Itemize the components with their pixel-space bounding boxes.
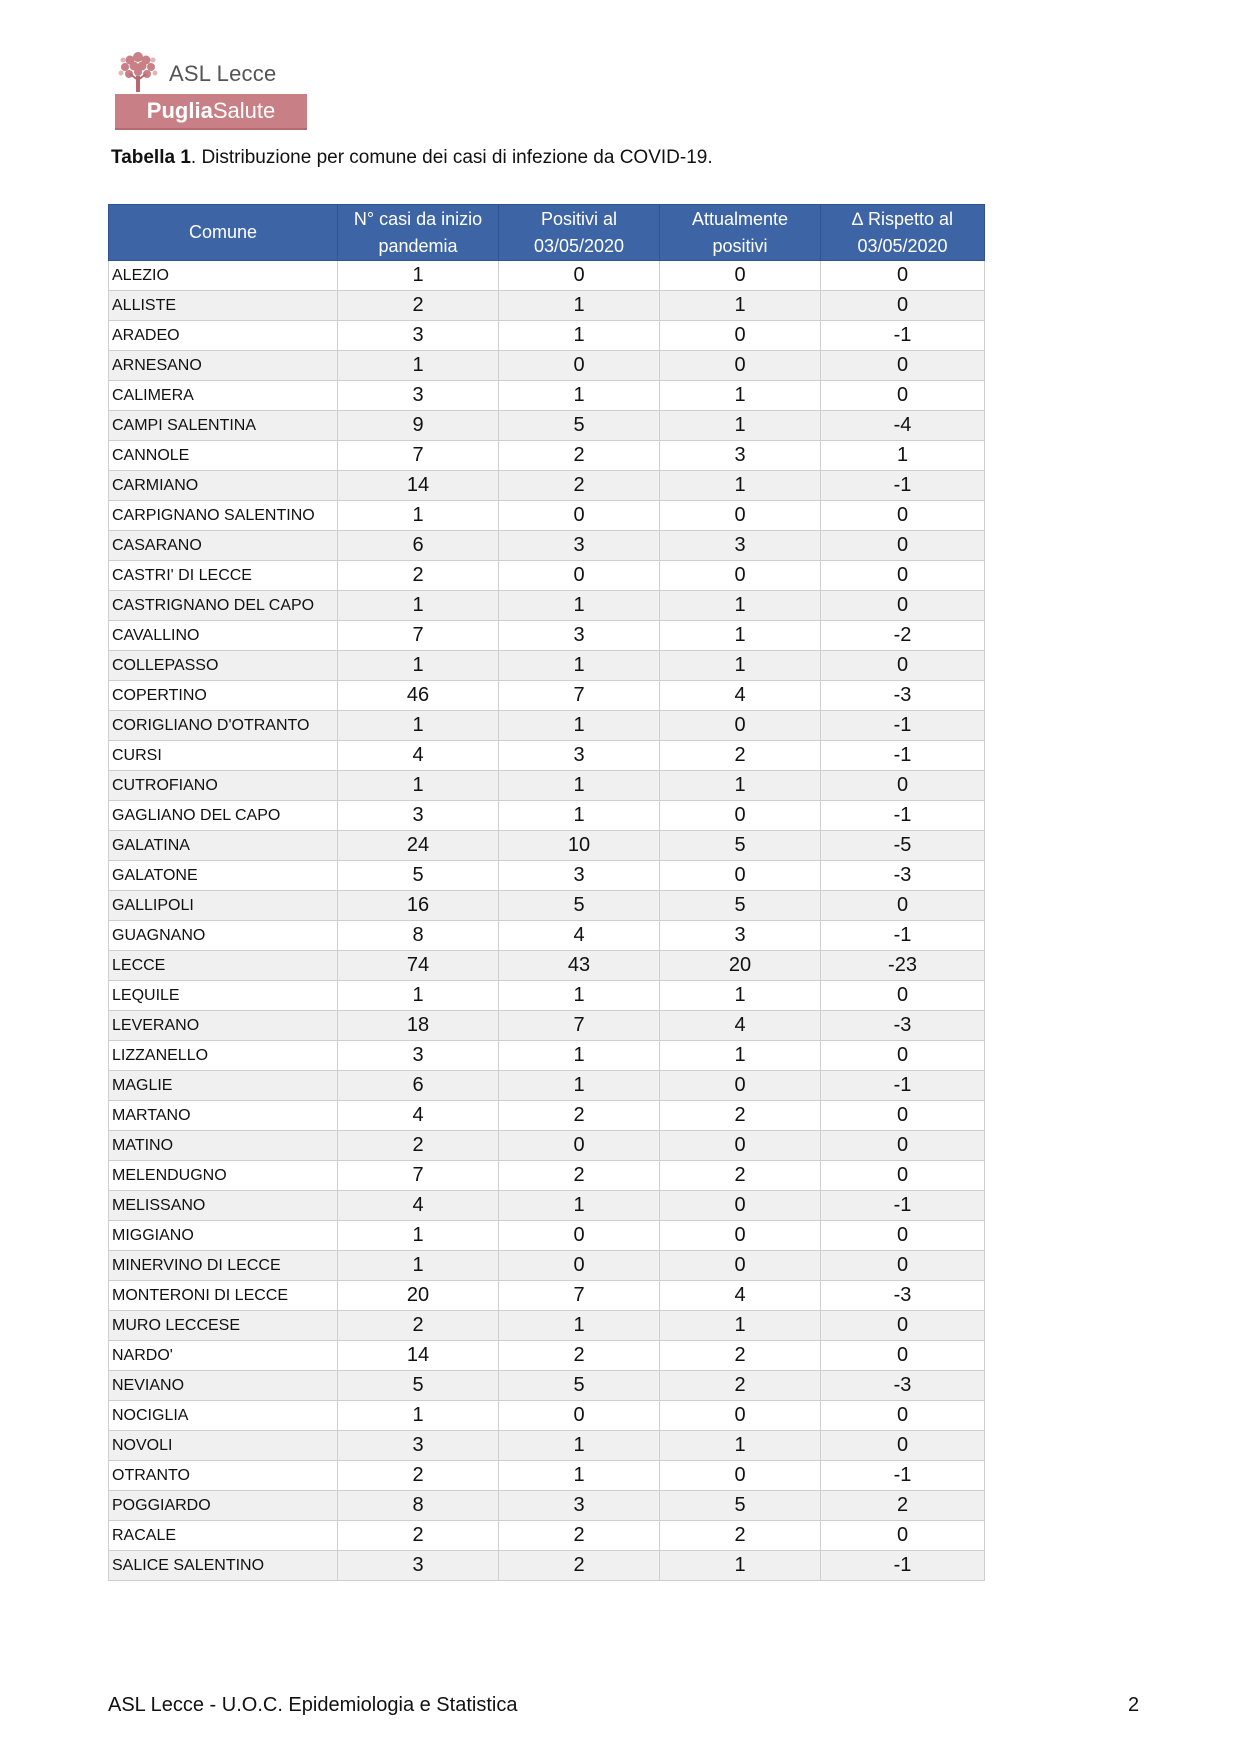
cell-positives-0305: 1 <box>499 1461 660 1491</box>
cell-comune: CALIMERA <box>109 381 338 411</box>
table-row <box>109 321 985 351</box>
cell-positives-0305: 1 <box>499 381 660 411</box>
cell-delta: -3 <box>821 1371 985 1401</box>
cell-comune: CARMIANO <box>109 471 338 501</box>
cell-comune: COLLEPASSO <box>109 651 338 681</box>
cell-comune: NEVIANO <box>109 1371 338 1401</box>
cell-total-cases: 3 <box>338 801 499 831</box>
cell-total-cases: 1 <box>338 981 499 1011</box>
cell-positives-0305: 3 <box>499 741 660 771</box>
table-row <box>109 411 985 441</box>
cell-delta: -4 <box>821 411 985 441</box>
cell-delta: -1 <box>821 741 985 771</box>
cell-current-positives: 2 <box>660 1101 821 1131</box>
cell-current-positives: 2 <box>660 1161 821 1191</box>
cell-delta: 0 <box>821 1521 985 1551</box>
cell-current-positives: 3 <box>660 441 821 471</box>
cell-delta: -1 <box>821 1071 985 1101</box>
cell-current-positives: 2 <box>660 741 821 771</box>
covid-cases-table <box>108 204 985 1581</box>
cell-current-positives: 2 <box>660 1521 821 1551</box>
puglia-salute-bar <box>115 94 307 130</box>
table-row <box>109 1461 985 1491</box>
cell-delta: 0 <box>821 351 985 381</box>
cell-delta: -1 <box>821 801 985 831</box>
cell-current-positives: 20 <box>660 951 821 981</box>
cell-current-positives: 1 <box>660 291 821 321</box>
cell-delta: 0 <box>821 261 985 291</box>
cell-delta: 0 <box>821 771 985 801</box>
table-row <box>109 741 985 771</box>
cell-positives-0305: 0 <box>499 1131 660 1161</box>
cell-current-positives: 1 <box>660 1041 821 1071</box>
header-current-positives: Attualmente positivi <box>660 205 821 261</box>
cell-delta: -3 <box>821 1281 985 1311</box>
cell-positives-0305: 0 <box>499 1221 660 1251</box>
cell-current-positives: 0 <box>660 861 821 891</box>
cell-comune: CARPIGNANO SALENTINO <box>109 501 338 531</box>
cell-comune: ARADEO <box>109 321 338 351</box>
cell-comune: ARNESANO <box>109 351 338 381</box>
table-row <box>109 531 985 561</box>
cell-positives-0305: 3 <box>499 621 660 651</box>
cell-current-positives: 4 <box>660 681 821 711</box>
cell-positives-0305: 1 <box>499 1431 660 1461</box>
cell-current-positives: 1 <box>660 651 821 681</box>
header-total-cases: N° casi da inizio pandemia <box>338 205 499 261</box>
cell-total-cases: 2 <box>338 561 499 591</box>
cell-total-cases: 14 <box>338 1341 499 1371</box>
cell-current-positives: 0 <box>660 1401 821 1431</box>
cell-delta: -3 <box>821 1011 985 1041</box>
cell-current-positives: 0 <box>660 1221 821 1251</box>
table-row <box>109 651 985 681</box>
cell-current-positives: 0 <box>660 1461 821 1491</box>
cell-total-cases: 6 <box>338 531 499 561</box>
cell-comune: NARDO' <box>109 1341 338 1371</box>
cell-current-positives: 0 <box>660 1191 821 1221</box>
table-row <box>109 1521 985 1551</box>
cell-total-cases: 1 <box>338 771 499 801</box>
cell-total-cases: 3 <box>338 1431 499 1461</box>
cell-delta: 0 <box>821 1221 985 1251</box>
cell-current-positives: 0 <box>660 561 821 591</box>
cell-comune: CUTROFIANO <box>109 771 338 801</box>
cell-comune: MAGLIE <box>109 1071 338 1101</box>
cell-total-cases: 20 <box>338 1281 499 1311</box>
cell-positives-0305: 3 <box>499 861 660 891</box>
cell-positives-0305: 7 <box>499 1011 660 1041</box>
table-row <box>109 1161 985 1191</box>
cell-comune: MELENDUGNO <box>109 1161 338 1191</box>
cell-comune: MARTANO <box>109 1101 338 1131</box>
table-row <box>109 711 985 741</box>
cell-delta: -1 <box>821 1551 985 1581</box>
cell-comune: LEQUILE <box>109 981 338 1011</box>
logo-brand-second: Salute <box>212 98 276 123</box>
cell-comune: MELISSANO <box>109 1191 338 1221</box>
cell-current-positives: 4 <box>660 1281 821 1311</box>
cell-delta: -1 <box>821 711 985 741</box>
cell-delta: 0 <box>821 1101 985 1131</box>
table-row <box>109 1071 985 1101</box>
table-row <box>109 1011 985 1041</box>
cell-comune: CASARANO <box>109 531 338 561</box>
cell-positives-0305: 1 <box>499 1041 660 1071</box>
cell-total-cases: 1 <box>338 501 499 531</box>
cell-current-positives: 1 <box>660 381 821 411</box>
table-row <box>109 771 985 801</box>
cell-total-cases: 1 <box>338 1221 499 1251</box>
cell-positives-0305: 1 <box>499 591 660 621</box>
cell-total-cases: 1 <box>338 1251 499 1281</box>
cell-delta: 0 <box>821 1131 985 1161</box>
table-row <box>109 831 985 861</box>
cell-positives-0305: 1 <box>499 981 660 1011</box>
cell-delta: 0 <box>821 1401 985 1431</box>
cell-total-cases: 1 <box>338 591 499 621</box>
table-row <box>109 351 985 381</box>
cell-positives-0305: 0 <box>499 501 660 531</box>
table-row <box>109 501 985 531</box>
cell-comune: LEVERANO <box>109 1011 338 1041</box>
cell-current-positives: 0 <box>660 351 821 381</box>
cell-delta: 0 <box>821 651 985 681</box>
cell-total-cases: 24 <box>338 831 499 861</box>
table-row <box>109 1311 985 1341</box>
cell-current-positives: 1 <box>660 591 821 621</box>
cell-total-cases: 3 <box>338 1551 499 1581</box>
cell-comune: ALEZIO <box>109 261 338 291</box>
cell-positives-0305: 2 <box>499 471 660 501</box>
cell-total-cases: 18 <box>338 1011 499 1041</box>
header-positives-0305: Positivi al 03/05/2020 <box>499 205 660 261</box>
cell-comune: GALLIPOLI <box>109 891 338 921</box>
cell-delta: 0 <box>821 1311 985 1341</box>
cell-delta: -2 <box>821 621 985 651</box>
cell-delta: 0 <box>821 291 985 321</box>
cell-delta: -23 <box>821 951 985 981</box>
cell-delta: 0 <box>821 891 985 921</box>
cell-current-positives: 3 <box>660 531 821 561</box>
cell-total-cases: 1 <box>338 261 499 291</box>
footer-text: ASL Lecce - U.O.C. Epidemiologia e Statistica <box>108 1694 518 1716</box>
cell-total-cases: 2 <box>338 1461 499 1491</box>
table-row <box>109 561 985 591</box>
cell-total-cases: 7 <box>338 621 499 651</box>
cell-positives-0305: 1 <box>499 801 660 831</box>
cell-total-cases: 1 <box>338 1401 499 1431</box>
cell-total-cases: 3 <box>338 381 499 411</box>
cell-total-cases: 16 <box>338 891 499 921</box>
cell-positives-0305: 2 <box>499 1521 660 1551</box>
cell-comune: POGGIARDO <box>109 1491 338 1521</box>
cell-positives-0305: 4 <box>499 921 660 951</box>
cell-comune: NOVOLI <box>109 1431 338 1461</box>
cell-current-positives: 0 <box>660 321 821 351</box>
cell-total-cases: 1 <box>338 711 499 741</box>
table-row <box>109 1101 985 1131</box>
cell-delta: -1 <box>821 471 985 501</box>
cell-current-positives: 1 <box>660 411 821 441</box>
cell-positives-0305: 1 <box>499 651 660 681</box>
cell-delta: 0 <box>821 1251 985 1281</box>
cell-comune: ALLISTE <box>109 291 338 321</box>
cell-positives-0305: 2 <box>499 441 660 471</box>
cell-current-positives: 0 <box>660 1071 821 1101</box>
table-row <box>109 1191 985 1221</box>
table-body <box>109 261 985 1581</box>
cell-delta: 0 <box>821 1431 985 1461</box>
cell-total-cases: 7 <box>338 1161 499 1191</box>
cell-comune: COPERTINO <box>109 681 338 711</box>
table-row <box>109 681 985 711</box>
table-row <box>109 471 985 501</box>
cell-current-positives: 1 <box>660 1431 821 1461</box>
cell-delta: -1 <box>821 1191 985 1221</box>
cell-current-positives: 5 <box>660 891 821 921</box>
cell-delta: -1 <box>821 1461 985 1491</box>
cell-positives-0305: 0 <box>499 561 660 591</box>
cell-comune: LECCE <box>109 951 338 981</box>
cell-current-positives: 5 <box>660 1491 821 1521</box>
cell-comune: RACALE <box>109 1521 338 1551</box>
cell-delta: -1 <box>821 921 985 951</box>
table-row <box>109 1401 985 1431</box>
cell-current-positives: 1 <box>660 1551 821 1581</box>
cell-positives-0305: 1 <box>499 711 660 741</box>
cell-positives-0305: 5 <box>499 1371 660 1401</box>
header-delta: ∆ Rispetto al 03/05/2020 <box>821 205 985 261</box>
cell-total-cases: 4 <box>338 1101 499 1131</box>
cell-current-positives: 0 <box>660 1131 821 1161</box>
cell-current-positives: 4 <box>660 1011 821 1041</box>
cell-current-positives: 2 <box>660 1371 821 1401</box>
cell-current-positives: 1 <box>660 621 821 651</box>
cell-positives-0305: 5 <box>499 891 660 921</box>
cell-positives-0305: 1 <box>499 771 660 801</box>
table-row <box>109 261 985 291</box>
cell-total-cases: 74 <box>338 951 499 981</box>
page-number: 2 <box>1128 1694 1140 1716</box>
cell-total-cases: 2 <box>338 1311 499 1341</box>
table-row <box>109 1221 985 1251</box>
cell-comune: MIGGIANO <box>109 1221 338 1251</box>
cell-delta: 0 <box>821 591 985 621</box>
table-row <box>109 1551 985 1581</box>
cell-total-cases: 8 <box>338 1491 499 1521</box>
cell-delta: 0 <box>821 561 985 591</box>
table-row <box>109 291 985 321</box>
cell-total-cases: 4 <box>338 741 499 771</box>
cell-positives-0305: 2 <box>499 1551 660 1581</box>
tree-icon <box>115 48 161 94</box>
table-row <box>109 621 985 651</box>
cell-total-cases: 5 <box>338 861 499 891</box>
cell-positives-0305: 0 <box>499 1401 660 1431</box>
cell-total-cases: 3 <box>338 321 499 351</box>
cell-current-positives: 0 <box>660 801 821 831</box>
table-row <box>109 921 985 951</box>
table-row <box>109 891 985 921</box>
cell-positives-0305: 10 <box>499 831 660 861</box>
cell-current-positives: 0 <box>660 261 821 291</box>
cell-delta: -3 <box>821 681 985 711</box>
cell-comune: MONTERONI DI LECCE <box>109 1281 338 1311</box>
cell-total-cases: 3 <box>338 1041 499 1071</box>
cell-delta: 1 <box>821 441 985 471</box>
cell-comune: CANNOLE <box>109 441 338 471</box>
cell-current-positives: 5 <box>660 831 821 861</box>
cell-positives-0305: 2 <box>499 1341 660 1371</box>
cell-comune: CAVALLINO <box>109 621 338 651</box>
cell-delta: 0 <box>821 1161 985 1191</box>
cell-total-cases: 2 <box>338 1521 499 1551</box>
cell-delta: 0 <box>821 531 985 561</box>
cell-positives-0305: 1 <box>499 291 660 321</box>
caption-label: Tabella 1 <box>111 147 191 168</box>
cell-comune: SALICE SALENTINO <box>109 1551 338 1581</box>
cell-comune: LIZZANELLO <box>109 1041 338 1071</box>
cell-total-cases: 9 <box>338 411 499 441</box>
cell-delta: 0 <box>821 981 985 1011</box>
table-row <box>109 801 985 831</box>
cell-delta: -5 <box>821 831 985 861</box>
cell-delta: 0 <box>821 1041 985 1071</box>
table-row <box>109 1431 985 1461</box>
cell-positives-0305: 1 <box>499 1071 660 1101</box>
cell-comune: MURO LECCESE <box>109 1311 338 1341</box>
logo-brand-first: Puglia <box>146 98 213 123</box>
cell-current-positives: 0 <box>660 711 821 741</box>
cell-positives-0305: 0 <box>499 1251 660 1281</box>
cell-comune: MINERVINO DI LECCE <box>109 1251 338 1281</box>
cell-current-positives: 0 <box>660 1251 821 1281</box>
cell-positives-0305: 1 <box>499 321 660 351</box>
cell-current-positives: 2 <box>660 1341 821 1371</box>
cell-delta: 0 <box>821 501 985 531</box>
cell-delta: -3 <box>821 861 985 891</box>
logo-name: ASL Lecce <box>169 61 277 86</box>
cell-comune: NOCIGLIA <box>109 1401 338 1431</box>
table-header-row <box>109 205 985 261</box>
cell-comune: OTRANTO <box>109 1461 338 1491</box>
cell-current-positives: 3 <box>660 921 821 951</box>
cell-total-cases: 8 <box>338 921 499 951</box>
cell-total-cases: 4 <box>338 1191 499 1221</box>
cell-current-positives: 0 <box>660 501 821 531</box>
table-row <box>109 1371 985 1401</box>
asl-lecce-logo <box>115 48 307 128</box>
cell-current-positives: 1 <box>660 981 821 1011</box>
table-row <box>109 951 985 981</box>
table-row <box>109 1131 985 1161</box>
cell-comune: GALATINA <box>109 831 338 861</box>
header-comune: Comune <box>109 205 338 261</box>
cell-total-cases: 46 <box>338 681 499 711</box>
logo-top <box>115 48 307 92</box>
cell-total-cases: 2 <box>338 291 499 321</box>
cell-positives-0305: 7 <box>499 1281 660 1311</box>
cell-positives-0305: 43 <box>499 951 660 981</box>
cell-delta: -1 <box>821 321 985 351</box>
cell-comune: GAGLIANO DEL CAPO <box>109 801 338 831</box>
cell-comune: CASTRIGNANO DEL CAPO <box>109 591 338 621</box>
cell-total-cases: 14 <box>338 471 499 501</box>
cell-delta: 0 <box>821 1341 985 1371</box>
cell-positives-0305: 0 <box>499 351 660 381</box>
cell-positives-0305: 3 <box>499 1491 660 1521</box>
cell-comune: CAMPI SALENTINA <box>109 411 338 441</box>
cell-current-positives: 1 <box>660 471 821 501</box>
cell-comune: MATINO <box>109 1131 338 1161</box>
table-row <box>109 861 985 891</box>
table-row <box>109 591 985 621</box>
cell-total-cases: 7 <box>338 441 499 471</box>
cell-current-positives: 1 <box>660 1311 821 1341</box>
cell-total-cases: 1 <box>338 651 499 681</box>
table-row <box>109 981 985 1011</box>
cell-total-cases: 5 <box>338 1371 499 1401</box>
cell-positives-0305: 1 <box>499 1311 660 1341</box>
cell-positives-0305: 3 <box>499 531 660 561</box>
cell-comune: CASTRI' DI LECCE <box>109 561 338 591</box>
table-row <box>109 1341 985 1371</box>
cell-positives-0305: 2 <box>499 1101 660 1131</box>
cell-positives-0305: 1 <box>499 1191 660 1221</box>
table-row <box>109 1041 985 1071</box>
cell-delta: 2 <box>821 1491 985 1521</box>
cell-comune: CORIGLIANO D'OTRANTO <box>109 711 338 741</box>
table-row <box>109 441 985 471</box>
cell-current-positives: 1 <box>660 771 821 801</box>
table-row <box>109 1251 985 1281</box>
cell-positives-0305: 2 <box>499 1161 660 1191</box>
cell-comune: CURSI <box>109 741 338 771</box>
caption-text: . Distribuzione per comune dei casi di infezione da COVID-19. <box>190 147 713 168</box>
cell-comune: GUAGNANO <box>109 921 338 951</box>
table-caption <box>111 147 713 169</box>
cell-positives-0305: 5 <box>499 411 660 441</box>
cell-total-cases: 6 <box>338 1071 499 1101</box>
cell-positives-0305: 0 <box>499 261 660 291</box>
cell-comune: GALATONE <box>109 861 338 891</box>
cell-total-cases: 1 <box>338 351 499 381</box>
table-row <box>109 1281 985 1311</box>
table-row <box>109 1491 985 1521</box>
cell-total-cases: 2 <box>338 1131 499 1161</box>
cell-delta: 0 <box>821 381 985 411</box>
table-row <box>109 381 985 411</box>
cell-positives-0305: 7 <box>499 681 660 711</box>
